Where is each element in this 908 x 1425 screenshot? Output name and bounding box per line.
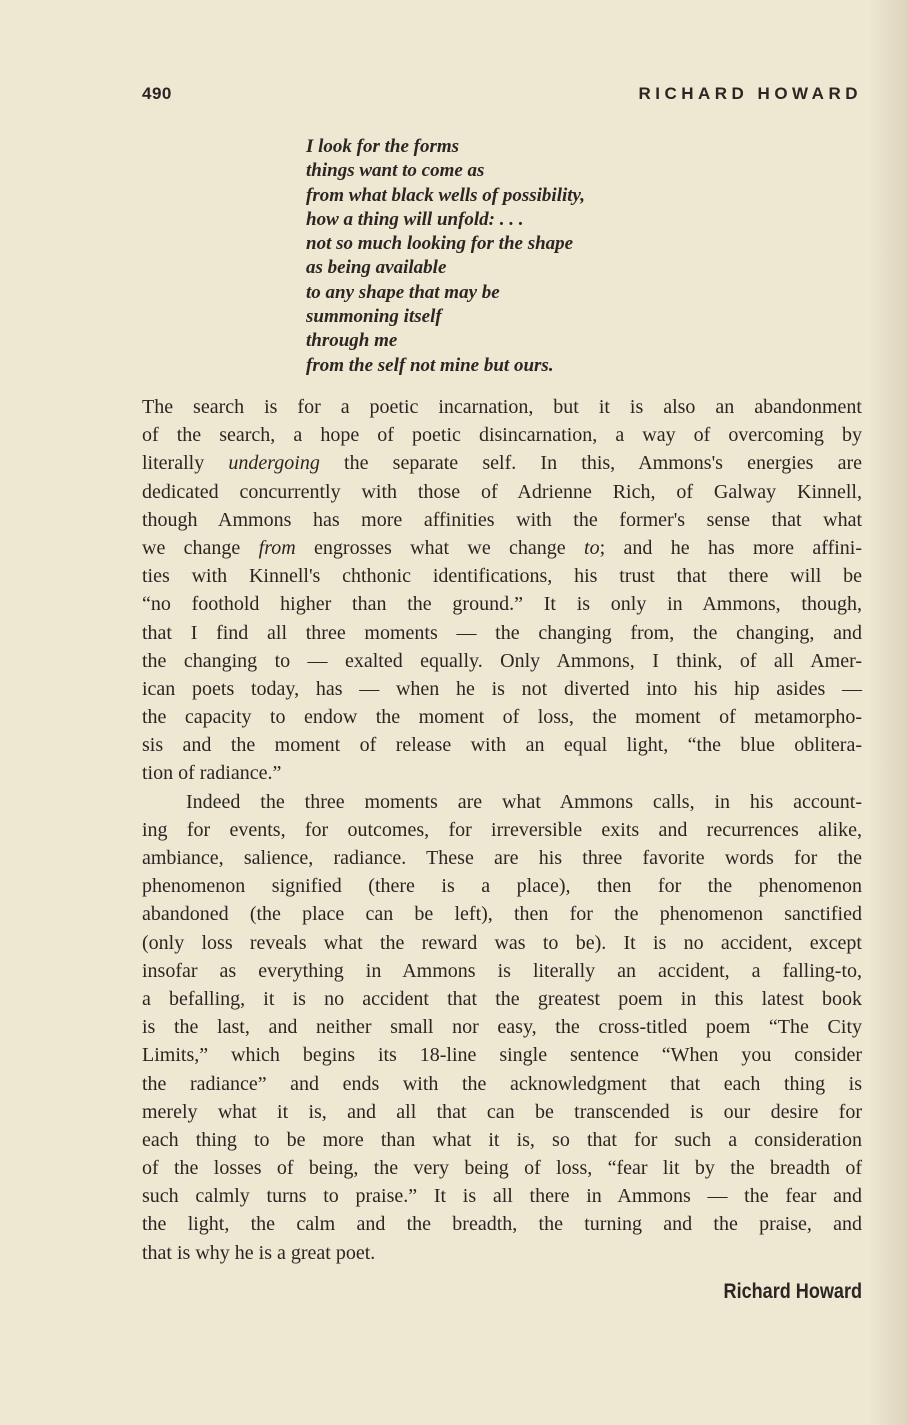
running-head: RICHARD HOWARD: [638, 84, 862, 103]
page-header: [142, 84, 862, 108]
text-line: of the losses of being, the very being of loss, “fear lit by the breadth of: [142, 1157, 862, 1180]
poem-line: from what black wells of possibility,: [306, 184, 586, 206]
text-line: ambiance, salience, radiance. These are his three favorite words for the: [142, 847, 862, 869]
poem-line: I look for the forms: [306, 136, 460, 157]
text-line: we change from engrosses what we change to; and he has more affini-: [142, 536, 862, 559]
text-line: ican poets today, has — when he is not diverted into his hip asides —: [142, 677, 862, 700]
paragraph-2: [142, 788, 862, 1267]
text-line: sis and the moment of release with an equal light, “the blue oblitera-: [142, 734, 862, 757]
poem-line: through me: [306, 330, 398, 352]
text-line: the light, the calm and the breadth, the turning and the praise, and: [142, 1213, 862, 1236]
text-line: phenomenon signified (there is a place), then for the phenomenon: [142, 875, 862, 898]
text-line: the radiance” and ends with the acknowledgment that each thing is: [142, 1072, 862, 1095]
poem-line: summoning itself: [306, 306, 442, 328]
text-line: that is why he is a great poet.: [142, 1241, 376, 1264]
poem-line: as being available: [306, 257, 447, 279]
page-number: 490: [142, 84, 172, 103]
text-line: dedicated concurrently with those of Adrienne Rich, of Galway Kinnell,: [142, 480, 862, 503]
text-line: though Ammons has more affinities with the former's sense that what: [142, 508, 862, 531]
page-edge-shadow: [868, 0, 908, 1425]
text-line: Indeed the three moments are what Ammons calls, in his account-: [186, 790, 862, 813]
body-text: [142, 393, 862, 1267]
text-line: Limits,” which begins its 18-line single sentence “When you consider: [142, 1044, 862, 1067]
text-line: (only loss reveals what the reward was to be). It is no accident, except: [142, 931, 862, 954]
text-line: ing for events, for outcomes, for irreversible exits and recurrences alike,: [142, 818, 862, 841]
text-line: the capacity to endow the moment of loss, the moment of metamorpho-: [142, 706, 862, 729]
text-line: abandoned (the place can be left), then for the phenomenon sanctified: [142, 903, 862, 926]
text-line: The search is for a poetic incarnation, but it is also an abandonment: [142, 396, 862, 418]
text-line: ties with Kinnell's chthonic identifications, his trust that there will be: [142, 565, 862, 588]
paragraph-1: [142, 393, 862, 788]
poem-line: from the self not mine but ours.: [306, 354, 554, 376]
text-line: the changing to — exalted equally. Only Ammons, I think, of all Amer-: [142, 649, 862, 672]
author-signature: Richard Howard: [723, 1280, 862, 1303]
poem-line: things want to come as: [306, 160, 485, 182]
text-line: insofar as everything in Ammons is literally an accident, a falling-to,: [142, 959, 862, 982]
poem-line: to any shape that may be: [306, 281, 500, 303]
poem-line: not so much looking for the shape: [306, 233, 574, 255]
text-line: such calmly turns to praise.” It is all there in Ammons — the fear and: [142, 1185, 862, 1208]
text-line: is the last, and neither small nor easy, the cross-titled poem “The City: [142, 1016, 862, 1039]
poem-line: how a thing will unfold: . . .: [306, 208, 524, 230]
text-line: a befalling, it is no accident that the greatest poem in this latest book: [142, 987, 862, 1010]
text-line: of the search, a hope of poetic disincarnation, a way of overcoming by: [142, 424, 862, 447]
text-line: merely what it is, and all that can be transcended is our desire for: [142, 1100, 862, 1123]
poem-quotation: [306, 135, 726, 378]
text-line: literally undergoing the separate self. In this, Ammons's energies are: [142, 452, 863, 475]
text-line: that I find all three moments — the changing from, the changing, and: [142, 621, 862, 644]
text-line: tion of radiance.”: [142, 762, 282, 785]
text-line: “no foothold higher than the ground.” It is only in Ammons, though,: [142, 593, 862, 616]
text-line: each thing to be more than what it is, so that for such a consideration: [142, 1128, 862, 1151]
